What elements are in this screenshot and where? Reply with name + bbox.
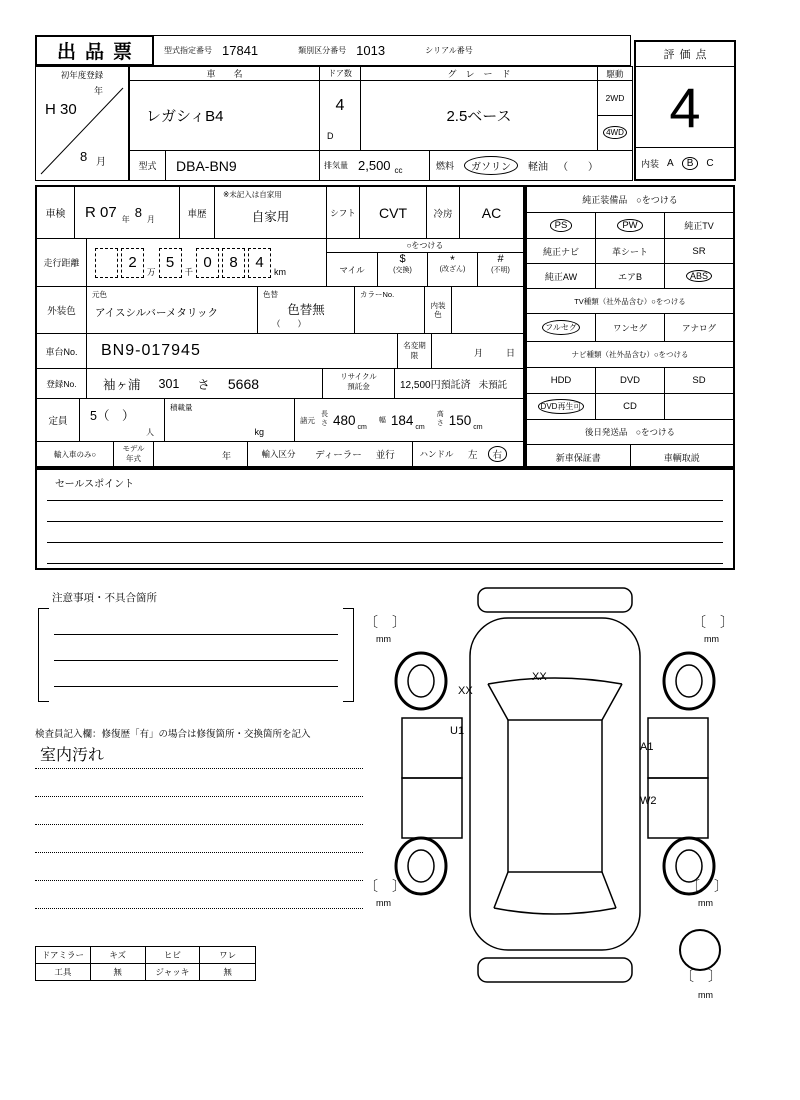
recycle-label-line1: リサイクル — [340, 372, 377, 381]
color-change-value: 色替無 — [287, 303, 325, 317]
cooling-label: 冷房 — [427, 187, 460, 238]
recycle-label-line2: 預託金 — [347, 382, 370, 392]
spare-tire-circle — [680, 930, 720, 970]
specs-length-label: 長さ — [321, 411, 328, 427]
doors-suffix: D — [327, 131, 334, 141]
chassis-label: 車台No. — [37, 334, 87, 368]
load-label: 積載量 — [170, 403, 193, 412]
fuel-label: 燃料 — [436, 161, 455, 171]
capacity-unit: 人 — [146, 428, 154, 437]
rear-bumper-shape — [478, 958, 632, 982]
displacement-label: 排気量 — [324, 161, 348, 170]
inspector-line-3 — [35, 824, 363, 825]
sales-line-1 — [47, 500, 723, 501]
serial-label: シリアル番号 — [425, 46, 473, 55]
shift-label: シフト — [327, 187, 360, 238]
front-left-wheel-inner — [408, 665, 434, 697]
first-reg-month: 8 — [80, 149, 88, 164]
inspection-value — [75, 187, 180, 238]
model-year-unit: 年 — [221, 451, 231, 461]
doors-col — [319, 66, 361, 151]
plate-kana: さ — [197, 377, 210, 392]
navi-sd: SD — [692, 375, 706, 386]
inspector-line-1 — [35, 768, 363, 769]
mileage-mark-unknown-symbol: # — [497, 253, 504, 265]
car-body-outline — [470, 618, 640, 950]
vehicle-name-col — [129, 66, 320, 151]
inspection-era: R 07 — [85, 204, 117, 221]
handle-left: 左 — [468, 450, 478, 461]
measure-mm-top-left: mm — [376, 634, 391, 644]
right-front-door-panel — [648, 718, 708, 778]
displacement-row — [319, 150, 430, 181]
fuel-row — [429, 150, 633, 181]
rear-left-wheel-inner — [408, 850, 434, 882]
plate-row — [37, 369, 523, 399]
color-change-cell — [257, 287, 354, 333]
import-parallel: 並行 — [375, 450, 395, 461]
exterior-color-label: 外装色 — [37, 287, 87, 333]
tv-analog: アナログ — [681, 322, 716, 333]
equipment-row-1 — [527, 213, 733, 239]
odometer-sep-sen: 千 — [184, 266, 194, 277]
tv-oneseg: ワンセグ — [596, 314, 665, 341]
mileage-mark-exchange-symbol: $ — [399, 253, 406, 265]
model-value: DBA-BN9 — [176, 157, 237, 174]
left-rear-door-panel — [402, 778, 462, 838]
navi-type-row — [527, 368, 733, 394]
tv-fullseg-selected: フルセグ — [542, 320, 580, 335]
equip-navi: 純正ナビ — [527, 239, 596, 263]
odometer-digit-4: 8 — [222, 248, 245, 278]
right-rear-door-panel — [648, 778, 708, 838]
later-shipment-header: 後日発送品 ○をつける — [527, 420, 733, 445]
load-unit: kg — [254, 427, 264, 437]
notes-label: 注意事項・不具合箇所 — [52, 592, 157, 604]
main-left-block — [35, 185, 525, 468]
damage-mark-xx-left: XX — [458, 685, 473, 697]
sales-point-label: セールスポイント — [55, 479, 135, 490]
tools-break: ワレ — [219, 950, 237, 960]
name-change-month: 月 — [474, 348, 484, 358]
odometer-digit-5: 4 — [248, 248, 271, 278]
capacity-row — [37, 399, 523, 442]
tools-none-2: 無 — [223, 967, 232, 977]
media-row — [527, 394, 733, 420]
interior-grade-a: A — [667, 158, 674, 169]
plate-label: 登録No. — [37, 369, 87, 398]
equipment-header: 純正装備品 ○をつける — [527, 187, 733, 213]
mileage-marks-header: ○をつける — [327, 239, 523, 253]
equip-abs-selected: ABS — [686, 270, 712, 282]
tv-type-header: TV種類（社外品含む）○をつける — [527, 289, 733, 314]
tools-table-row-2 — [36, 964, 255, 980]
mileage-mark-tampered-label: (改ざん) — [439, 266, 466, 273]
name-change-label: 名変期限 — [398, 334, 432, 368]
notes-line-1 — [54, 634, 338, 635]
grade-value: 2.5ベース — [446, 108, 512, 125]
recycle-label — [322, 369, 394, 398]
shift-value: CVT — [360, 187, 427, 238]
front-left-wheel — [396, 653, 446, 709]
specs-height-label: 高さ — [436, 411, 444, 427]
inspector-line-5 — [35, 880, 363, 881]
tv-type-row — [527, 314, 733, 342]
documents-row — [527, 445, 733, 470]
name-change-day: 日 — [506, 348, 516, 358]
specs-cell — [294, 399, 523, 441]
front-right-wheel-inner — [676, 665, 702, 697]
tools-table-row-1 — [36, 947, 255, 964]
equip-airbag: エアB — [596, 264, 665, 288]
fuel-diesel: 軽油 — [528, 162, 549, 173]
odometer-label: 走行距離 — [37, 239, 87, 286]
exterior-color-row — [37, 287, 523, 334]
class-category-value: 1013 — [356, 43, 386, 58]
plate-value — [87, 369, 322, 398]
original-color-value: アイスシルバーメタリック — [95, 307, 219, 319]
equip-pw-selected: PW — [617, 219, 642, 232]
equip-sunroof: SR — [692, 245, 706, 257]
interior-grade-c: C — [706, 158, 714, 169]
color-no-label: カラーNo. — [360, 290, 395, 299]
interior-grade-label: 内装 — [641, 159, 660, 169]
class-category-label: 類別区分番号 — [298, 46, 347, 55]
odometer-digit-1: 2 — [121, 248, 144, 278]
evaluation-score: 4 — [636, 67, 734, 148]
evaluation-label: 評価点 — [636, 42, 734, 67]
equip-alloy-wheels: 純正AW — [527, 264, 596, 288]
grade-col — [360, 66, 598, 151]
measure-bracket-bottom-right: 〔 〕 — [686, 878, 728, 894]
history-cell — [215, 187, 327, 238]
inspection-year-unit: 年 — [121, 215, 130, 224]
navi-type-header: ナビ種類（社外品含む）○をつける — [527, 342, 733, 368]
first-reg-era: H 30 — [45, 101, 77, 118]
equipment-row-3 — [527, 264, 733, 289]
front-right-wheel — [664, 653, 714, 709]
doors-label: ドア数 — [320, 67, 360, 81]
doors-value: 4 — [335, 97, 345, 114]
damage-mark-a1: A1 — [640, 741, 654, 753]
color-change-label: 色替 — [263, 290, 278, 299]
model-label: 型式 — [130, 151, 166, 180]
history-note: ※未記入は自家用 — [223, 190, 282, 199]
sales-point-box — [35, 468, 735, 570]
specs-height-value: 150 — [448, 412, 472, 428]
specs-length-unit: cm — [357, 424, 367, 431]
interior-color-cell — [424, 287, 523, 333]
recycle-unpaid: 未預託 — [478, 379, 508, 391]
recycle-paid: 12,500円預託済 — [400, 380, 471, 391]
import-type-label: 輸入区分 — [247, 442, 309, 466]
odometer-digits — [87, 239, 327, 286]
drive-2wd: 2WD — [598, 81, 632, 116]
navi-hdd: HDD — [527, 368, 596, 393]
first-reg-year-unit: 年 — [94, 86, 104, 96]
drive-label: 駆動 — [598, 67, 632, 81]
specs-label: 諸元 — [300, 415, 315, 425]
measure-mm-bottom-right: mm — [698, 898, 713, 908]
mileage-mark-unknown — [477, 253, 523, 287]
specs-length-value: 480 — [333, 412, 356, 428]
measure-bracket-bottom-left: 〔 〕 — [364, 878, 406, 894]
grade-label: グ レ ー ド — [361, 67, 597, 81]
diagonal-line — [36, 80, 128, 179]
notes-line-3 — [54, 686, 338, 687]
odometer-sep-man: 万 — [147, 266, 156, 277]
drive-4wd-selected: 4WD — [603, 126, 627, 139]
measure-mm-bottom-left: mm — [376, 898, 391, 908]
first-registration-box — [35, 66, 129, 181]
specs-height-unit: cm — [473, 424, 483, 431]
model-year-cell — [154, 442, 247, 466]
model-year-label: モデル年式 — [114, 442, 154, 466]
first-reg-month-unit: 月 — [96, 157, 106, 168]
model-designation-value: 17841 — [222, 43, 259, 58]
original-color-cell — [87, 287, 257, 333]
specs-width-unit: cm — [415, 424, 425, 431]
displacement-value: 2,500 — [358, 158, 391, 173]
first-registration-label: 初年度登録 — [60, 70, 104, 80]
mileage-mark-tampered-symbol: * — [450, 253, 455, 267]
capacity-cell — [80, 399, 164, 441]
inspection-label: 車検 — [37, 187, 75, 238]
media-cd: CD — [596, 394, 665, 419]
inspection-month-unit: 月 — [146, 215, 155, 224]
equipment-row-2 — [527, 239, 733, 264]
tools-crack: ヒビ — [146, 947, 201, 963]
model-row — [129, 150, 320, 181]
inspector-line-6 — [35, 908, 363, 909]
hood-line — [488, 678, 622, 684]
odometer-digit-0 — [95, 248, 118, 278]
capacity-label: 定員 — [37, 399, 80, 441]
mileage-mark-mile: マイル — [339, 265, 365, 275]
equip-ps-selected: PS — [550, 219, 573, 232]
measure-bracket-spare: 〔 〕 — [680, 968, 722, 984]
capacity-value: 5（ ） — [90, 409, 135, 423]
fuel-paren: （ ） — [558, 162, 599, 173]
equip-leather-seat: 革シート — [596, 239, 665, 263]
import-dealer: ディーラー — [315, 450, 362, 461]
mileage-mark-exchange-label: (交換) — [393, 267, 412, 274]
measure-mm-top-right: mm — [704, 634, 719, 644]
color-change-paren: （ ） — [272, 319, 307, 329]
tools-none-1: 無 — [91, 964, 146, 980]
original-color-label: 元色 — [92, 290, 107, 299]
measure-bracket-top-right: 〔 〕 — [692, 614, 734, 630]
damage-mark-u1: U1 — [450, 725, 465, 737]
equip-tv: 純正TV — [684, 221, 714, 231]
interior-grade-b-selected: B — [682, 157, 699, 170]
roof-panel — [508, 720, 602, 872]
history-value: 自家用 — [251, 210, 290, 224]
tools-table — [35, 946, 256, 981]
tools-door-mirror: ドアミラー — [36, 947, 91, 963]
odometer-digit-3: 0 — [196, 248, 219, 278]
odometer-digit-2: 5 — [159, 248, 182, 278]
inspector-label: 検査員記入欄：修復歴「有」の場合は修復箇所・交換箇所を記入 — [35, 729, 311, 740]
recycle-value — [394, 369, 523, 398]
media-empty — [665, 394, 733, 419]
cooling-value: AC — [481, 204, 502, 221]
specs-width-value: 184 — [390, 412, 414, 428]
tools-jack: ジャッキ — [146, 964, 201, 980]
handle-value — [460, 442, 523, 466]
vehicle-manual: 車輌取説 — [663, 453, 700, 463]
inspection-month: 8 — [134, 205, 142, 220]
vehicle-name-label: 車 名 — [130, 67, 319, 81]
fuel-gasoline-selected: ガソリン — [464, 156, 518, 175]
sales-line-2 — [47, 521, 723, 522]
import-only-label: 輸入車のみ○ — [37, 442, 114, 466]
notes-bracket-right — [343, 608, 354, 702]
sales-line-3 — [47, 542, 723, 543]
odometer-row — [37, 239, 523, 287]
sales-line-4 — [47, 563, 723, 564]
sheet-title: 出品票 — [35, 35, 154, 66]
equipment-block — [525, 185, 735, 468]
notes-line-2 — [54, 660, 338, 661]
inspector-remark: 室内汚れ — [40, 747, 105, 764]
handle-right-selected: 右 — [488, 446, 508, 462]
front-bumper-shape — [478, 588, 632, 612]
import-row — [37, 442, 523, 466]
model-designation-label: 型式指定番号 — [164, 46, 212, 55]
name-change-cell — [397, 334, 523, 368]
plate-number: 5668 — [227, 375, 260, 392]
plate-class: 301 — [158, 376, 180, 391]
rear-window-lines — [494, 872, 616, 914]
history-label: 車歴 — [180, 187, 215, 238]
inspection-row — [37, 187, 523, 239]
chassis-row — [37, 334, 523, 369]
navi-dvd: DVD — [596, 368, 665, 393]
measure-mm-spare: mm — [698, 990, 713, 1000]
new-car-warranty: 新車保証書 — [527, 445, 631, 470]
evaluation-box — [634, 40, 736, 181]
odometer-unit: km — [274, 266, 287, 277]
handle-label: ハンドル — [412, 442, 460, 466]
specs-width-label: 幅 — [378, 417, 386, 424]
inspector-line-2 — [35, 796, 363, 797]
mileage-mark-tampered — [427, 253, 477, 287]
top-strip — [153, 35, 631, 66]
car-damage-diagram — [360, 578, 760, 1018]
interior-color-label: 内装色 — [425, 287, 452, 333]
chassis-value: BN9-017945 — [101, 342, 201, 359]
inspector-line-4 — [35, 852, 363, 853]
vehicle-name-value: レガシィB4 — [146, 108, 224, 125]
windshield-pillars — [488, 684, 622, 720]
tools-scratch: キズ — [91, 947, 146, 963]
damage-mark-xx-hood: XX — [532, 671, 547, 683]
import-type-value — [309, 442, 412, 466]
damage-mark-w2: W2 — [640, 795, 657, 807]
load-cell — [164, 399, 294, 441]
mileage-mark-exchange — [377, 253, 427, 287]
measure-bracket-top-left: 〔 〕 — [364, 614, 406, 630]
notes-bracket-left — [38, 608, 49, 702]
color-no-cell — [354, 287, 424, 333]
drive-col — [597, 66, 633, 151]
displacement-unit: cc — [394, 166, 403, 175]
mileage-mark-unknown-label: (不明) — [491, 267, 510, 274]
tools-label: 工具 — [36, 964, 91, 980]
plate-region: 袖ヶ浦 — [103, 377, 141, 392]
dvd-playable-selected: DVD再生可 — [538, 399, 585, 414]
